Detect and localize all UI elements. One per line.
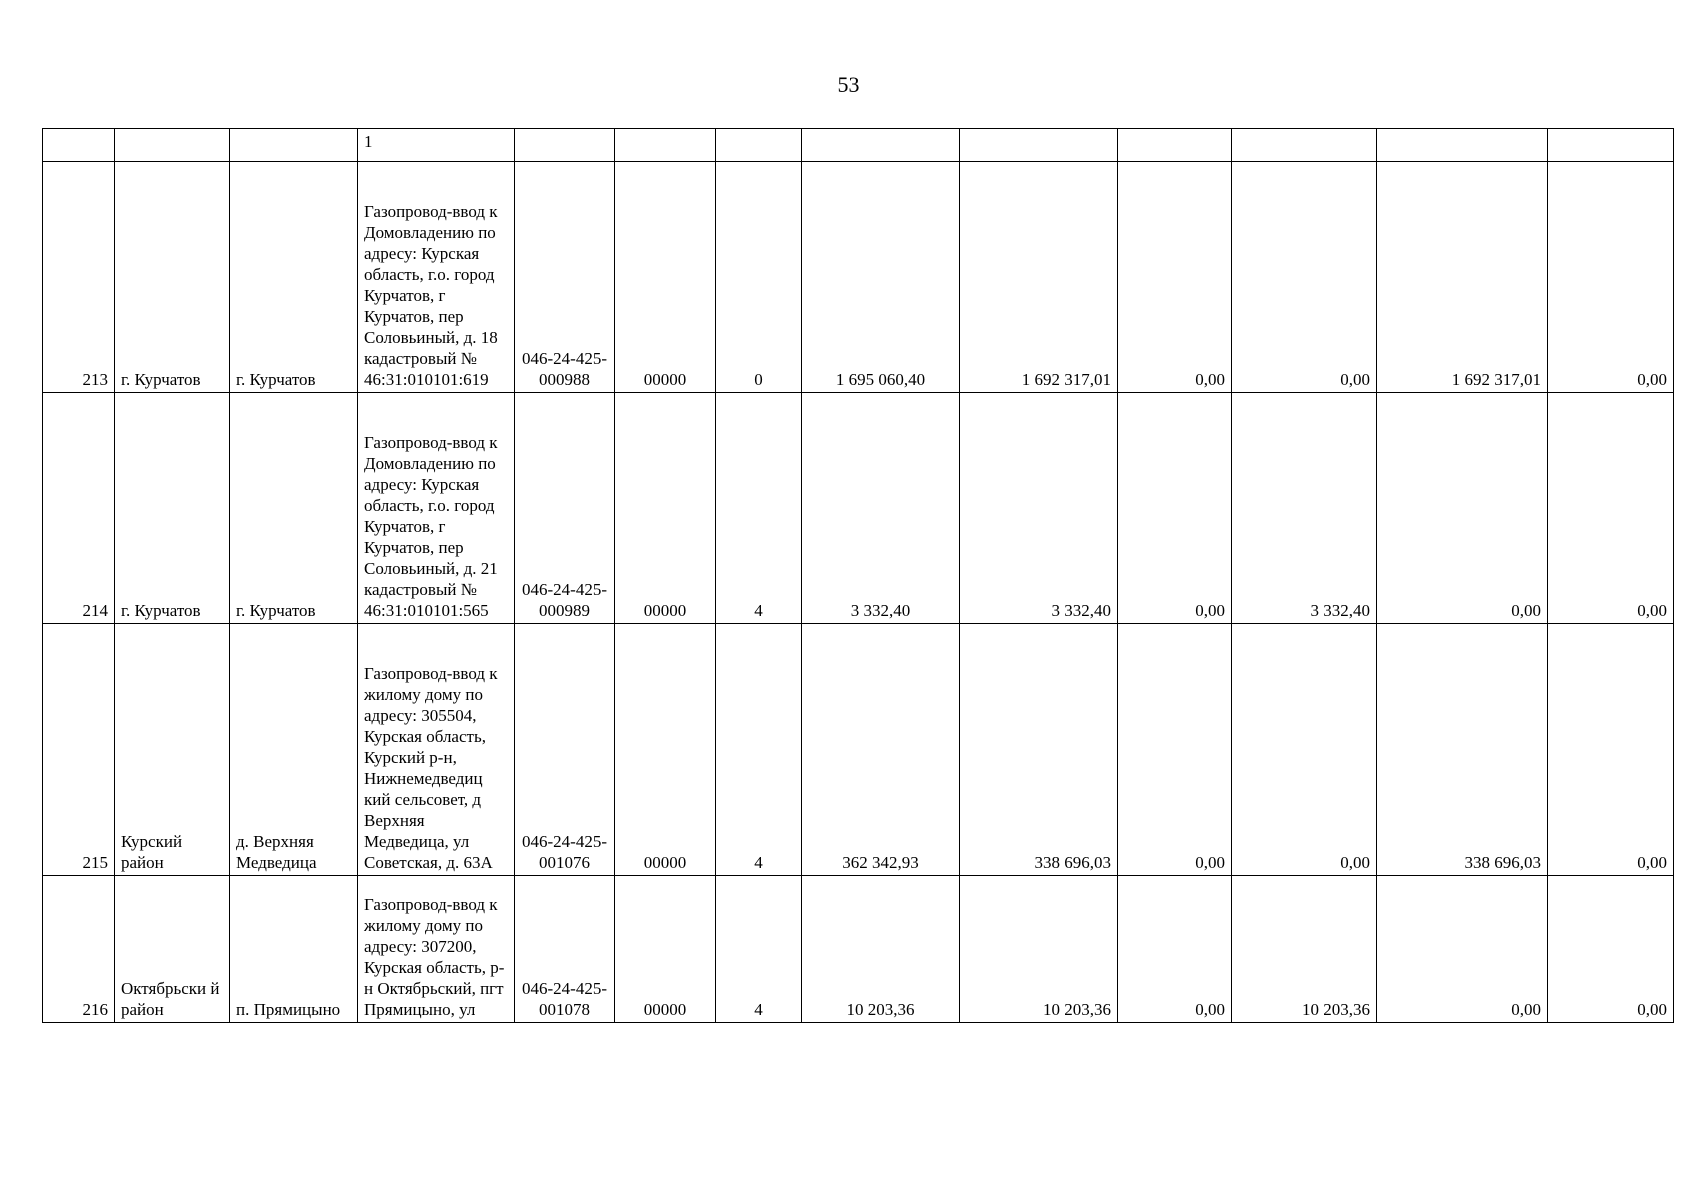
district-cell: Октябрьски й район — [115, 876, 230, 1023]
total-cell: 362 342,93 — [802, 624, 960, 876]
value-cell: 0,00 — [1377, 876, 1548, 1023]
flag-cell: 4 — [716, 624, 802, 876]
header-cell — [515, 129, 615, 162]
header-cell — [716, 129, 802, 162]
table-row — [43, 393, 1674, 624]
row-number: 213 — [43, 162, 115, 393]
total-cell: 3 332,40 — [802, 393, 960, 624]
object-description-cell: Газопровод-ввод к Домовладению по адресу: Курская область, г.о. город Курчатов, г Курчатов, пер Соловьиный, д. 21 кадастровый № 46:31:010101:565 — [358, 393, 515, 624]
row-number: 215 — [43, 624, 115, 876]
code-cell: 00000 — [615, 162, 716, 393]
district-cell: Курский район — [115, 624, 230, 876]
amount-cell: 338 696,03 — [960, 624, 1118, 876]
header-cell — [1377, 129, 1548, 162]
object-description-cell: Газопровод-ввод к жилому дому по адресу: 307200, Курская область, р-н Октябрьский, пгт Прямицыно, ул — [358, 876, 515, 1023]
value-cell: 0,00 — [1548, 624, 1674, 876]
value-cell: 0,00 — [1548, 393, 1674, 624]
value-cell: 0,00 — [1548, 162, 1674, 393]
header-row — [43, 129, 1674, 162]
register-table — [42, 128, 1674, 1023]
table-row — [43, 162, 1674, 393]
table-row — [43, 624, 1674, 876]
flag-cell: 4 — [716, 876, 802, 1023]
value-cell: 0,00 — [1548, 876, 1674, 1023]
total-cell: 1 695 060,40 — [802, 162, 960, 393]
header-cell — [230, 129, 358, 162]
header-cell — [1232, 129, 1377, 162]
settlement-cell: д. Верхняя Медведица — [230, 624, 358, 876]
value-cell: 0,00 — [1377, 393, 1548, 624]
inventory-number-cell: 046-24-425-001078 — [515, 876, 615, 1023]
flag-cell: 4 — [716, 393, 802, 624]
total-cell: 10 203,36 — [802, 876, 960, 1023]
inventory-number-cell: 046-24-425-000989 — [515, 393, 615, 624]
header-cell — [115, 129, 230, 162]
header-cell — [802, 129, 960, 162]
inventory-number-cell: 046-24-425-001076 — [515, 624, 615, 876]
settlement-cell: г. Курчатов — [230, 393, 358, 624]
table-body — [43, 129, 1674, 1023]
inventory-number-cell: 046-24-425-000988 — [515, 162, 615, 393]
table-row — [43, 876, 1674, 1023]
value-cell: 0,00 — [1232, 624, 1377, 876]
value-cell: 0,00 — [1118, 162, 1232, 393]
header-cell — [1548, 129, 1674, 162]
value-cell: 0,00 — [1118, 393, 1232, 624]
value-cell: 3 332,40 — [1232, 393, 1377, 624]
value-cell: 10 203,36 — [1232, 876, 1377, 1023]
value-cell: 0,00 — [1232, 162, 1377, 393]
value-cell: 338 696,03 — [1377, 624, 1548, 876]
row-number: 216 — [43, 876, 115, 1023]
header-cell — [960, 129, 1118, 162]
value-cell: 0,00 — [1118, 876, 1232, 1023]
code-cell: 00000 — [615, 876, 716, 1023]
amount-cell: 3 332,40 — [960, 393, 1118, 624]
header-cell: 1 — [358, 129, 515, 162]
header-cell — [615, 129, 716, 162]
header-cell — [43, 129, 115, 162]
flag-cell: 0 — [716, 162, 802, 393]
amount-cell: 10 203,36 — [960, 876, 1118, 1023]
amount-cell: 1 692 317,01 — [960, 162, 1118, 393]
settlement-cell: п. Прямицыно — [230, 876, 358, 1023]
value-cell: 0,00 — [1118, 624, 1232, 876]
code-cell: 00000 — [615, 624, 716, 876]
settlement-cell: г. Курчатов — [230, 162, 358, 393]
header-cell — [1118, 129, 1232, 162]
district-cell: г. Курчатов — [115, 162, 230, 393]
row-number: 214 — [43, 393, 115, 624]
object-description-cell: Газопровод-ввод к Домовладению по адресу: Курская область, г.о. город Курчатов, г Курчатов, пер Соловьиный, д. 18 кадастровый № 46:31:010101:619 — [358, 162, 515, 393]
page-number: 53 — [837, 72, 860, 97]
object-description-cell: Газопровод-ввод к жилому дому по адресу: 305504, Курская область, Курский р-н, Нижнемедведиц кий сельсовет, д Верхняя Медведица, ул Советская, д. 63А — [358, 624, 515, 876]
code-cell: 00000 — [615, 393, 716, 624]
value-cell: 1 692 317,01 — [1377, 162, 1548, 393]
district-cell: г. Курчатов — [115, 393, 230, 624]
